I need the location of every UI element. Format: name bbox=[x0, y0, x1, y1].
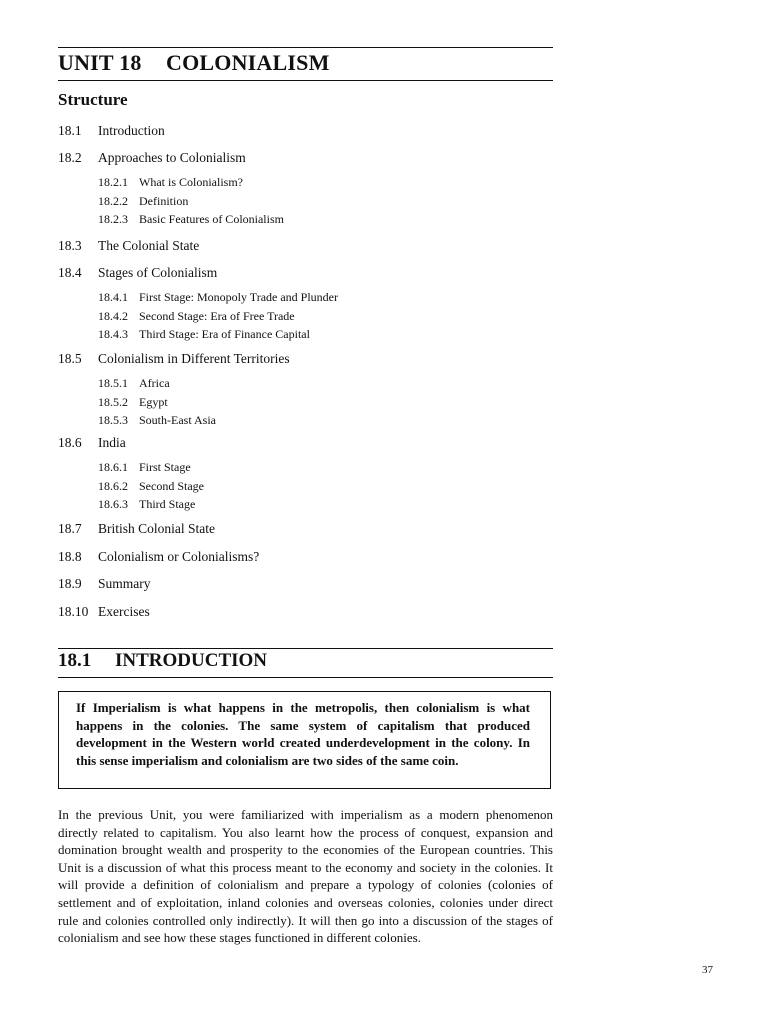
toc-subitem bbox=[98, 497, 195, 512]
toc-item-title: Colonialism in Different Territories bbox=[98, 351, 290, 366]
toc-item-number: 18.8 bbox=[58, 549, 82, 564]
toc-item bbox=[58, 549, 259, 565]
toc-item bbox=[58, 238, 199, 254]
toc-item-title: The Colonial State bbox=[98, 238, 200, 253]
toc-subitem-title: Second Stage bbox=[139, 478, 204, 493]
toc-subitem-number: 18.5.1 bbox=[98, 376, 128, 390]
section-number: 18.1 bbox=[58, 650, 92, 671]
top-rule bbox=[58, 47, 553, 48]
toc-subitem-title: First Stage: Monopoly Trade and Plunder bbox=[139, 290, 339, 304]
page-number: 37 bbox=[702, 964, 713, 976]
toc-subitem-number: 18.4.2 bbox=[98, 308, 128, 323]
toc-item-number: 18.5 bbox=[58, 351, 82, 366]
toc-subitem-number: 18.2.3 bbox=[98, 212, 128, 226]
toc-item bbox=[58, 521, 215, 537]
toc-subitem bbox=[98, 413, 216, 428]
toc-subitem-title: First Stage bbox=[139, 460, 191, 474]
toc-item bbox=[58, 150, 246, 166]
structure-heading: Structure bbox=[58, 90, 128, 109]
toc-subitem-title: Basic Features of Colonialism bbox=[139, 212, 284, 226]
toc-item bbox=[58, 604, 150, 620]
toc-subitem-number: 18.5.3 bbox=[98, 413, 128, 427]
toc-item-number: 18.3 bbox=[58, 238, 82, 253]
toc-subitem-number: 18.5.2 bbox=[98, 394, 128, 409]
toc-item-number: 18.2 bbox=[58, 150, 82, 165]
toc-item bbox=[58, 123, 165, 139]
toc-subitem bbox=[98, 376, 170, 391]
toc-item-number: 18.6 bbox=[58, 435, 82, 450]
toc-item-number: 18.9 bbox=[58, 576, 82, 591]
toc-item bbox=[58, 576, 151, 592]
toc-item-title: Approaches to Colonialism bbox=[98, 150, 246, 165]
toc-subitem bbox=[98, 290, 338, 305]
toc-subitem bbox=[98, 395, 168, 410]
toc-subitem-number: 18.4.1 bbox=[98, 290, 128, 304]
toc-item-number: 18.1 bbox=[58, 123, 82, 138]
toc-subitem-title: Second Stage: Era of Free Trade bbox=[139, 308, 295, 323]
toc-item-title: India bbox=[98, 435, 126, 450]
section-heading bbox=[58, 650, 267, 672]
toc-item-title: Colonialism or Colonialisms? bbox=[98, 549, 260, 564]
section-top-rule bbox=[58, 648, 553, 649]
toc-subitem bbox=[98, 175, 243, 190]
toc-subitem-title: South-East Asia bbox=[139, 413, 216, 427]
toc-item-number: 18.7 bbox=[58, 521, 82, 536]
toc-subitem bbox=[98, 479, 204, 494]
toc-subitem-title: Third Stage: Era of Finance Capital bbox=[139, 327, 310, 341]
toc-subitem bbox=[98, 194, 188, 209]
toc-item-title: British Colonial State bbox=[98, 521, 215, 536]
toc-subitem-title: Egypt bbox=[139, 394, 168, 409]
toc-item bbox=[58, 351, 290, 367]
unit-title: COLONIALISM bbox=[166, 50, 330, 75]
section-title: INTRODUCTION bbox=[115, 650, 268, 671]
toc-item-title: Stages of Colonialism bbox=[98, 265, 218, 280]
toc-subitem-title: Third Stage bbox=[139, 497, 196, 511]
toc-subitem-number: 18.2.1 bbox=[98, 175, 128, 189]
toc-subitem bbox=[98, 212, 284, 227]
toc-subitem-title: Definition bbox=[139, 193, 189, 208]
toc-subitem-number: 18.6.2 bbox=[98, 478, 128, 493]
toc-item bbox=[58, 265, 217, 281]
toc-subitem bbox=[98, 460, 191, 475]
toc-item-number: 18.10 bbox=[58, 604, 89, 619]
toc-item-title: Introduction bbox=[98, 123, 165, 138]
toc-subitem-number: 18.4.3 bbox=[98, 327, 128, 341]
unit-heading bbox=[58, 50, 330, 76]
unit-number: UNIT 18 bbox=[58, 50, 142, 75]
toc-subitem-number: 18.2.2 bbox=[98, 193, 128, 208]
toc-subitem-number: 18.6.1 bbox=[98, 460, 128, 474]
toc-subitem-number: 18.6.3 bbox=[98, 497, 128, 511]
section-bottom-rule bbox=[58, 677, 553, 678]
toc-subitem bbox=[98, 327, 310, 342]
toc-item bbox=[58, 435, 126, 451]
toc-subitem bbox=[98, 309, 295, 324]
toc-subitem-title: Africa bbox=[139, 376, 170, 390]
toc-item-number: 18.4 bbox=[58, 265, 82, 280]
unit-heading-rule bbox=[58, 80, 553, 81]
toc-item-title: Summary bbox=[98, 576, 151, 591]
quote-box: If Imperialism is what happens in the metropolis, then colonialism is what happens in the colonies. The same system of capitalism that produced development in the Western world created underdevelopment in the colony. In this sense imperialism and colonialism are two sides of the same coin. bbox=[58, 691, 551, 789]
toc-subitem-title: What is Colonialism? bbox=[139, 175, 243, 189]
toc-item-title: Exercises bbox=[98, 604, 150, 619]
intro-paragraph: In the previous Unit, you were familiarized with imperialism as a modern phenomenon directly related to capitalism. You also learnt how the process of conquest, expansion and domination brought wealth and prosperity to the economies of the European countries. This Unit is a discussion of what this process meant to the economy and society in the colonies. It will provide a definition of colonialism and prepare a typology of colonies (colonies of settlement and of exploitation, inland colonies and overseas colonies, colonies under direct rule and colonies controlled only indirectly). It will then go into a discussion of the stages of colonialism and see how these stages functioned in different colonies. bbox=[58, 807, 553, 946]
